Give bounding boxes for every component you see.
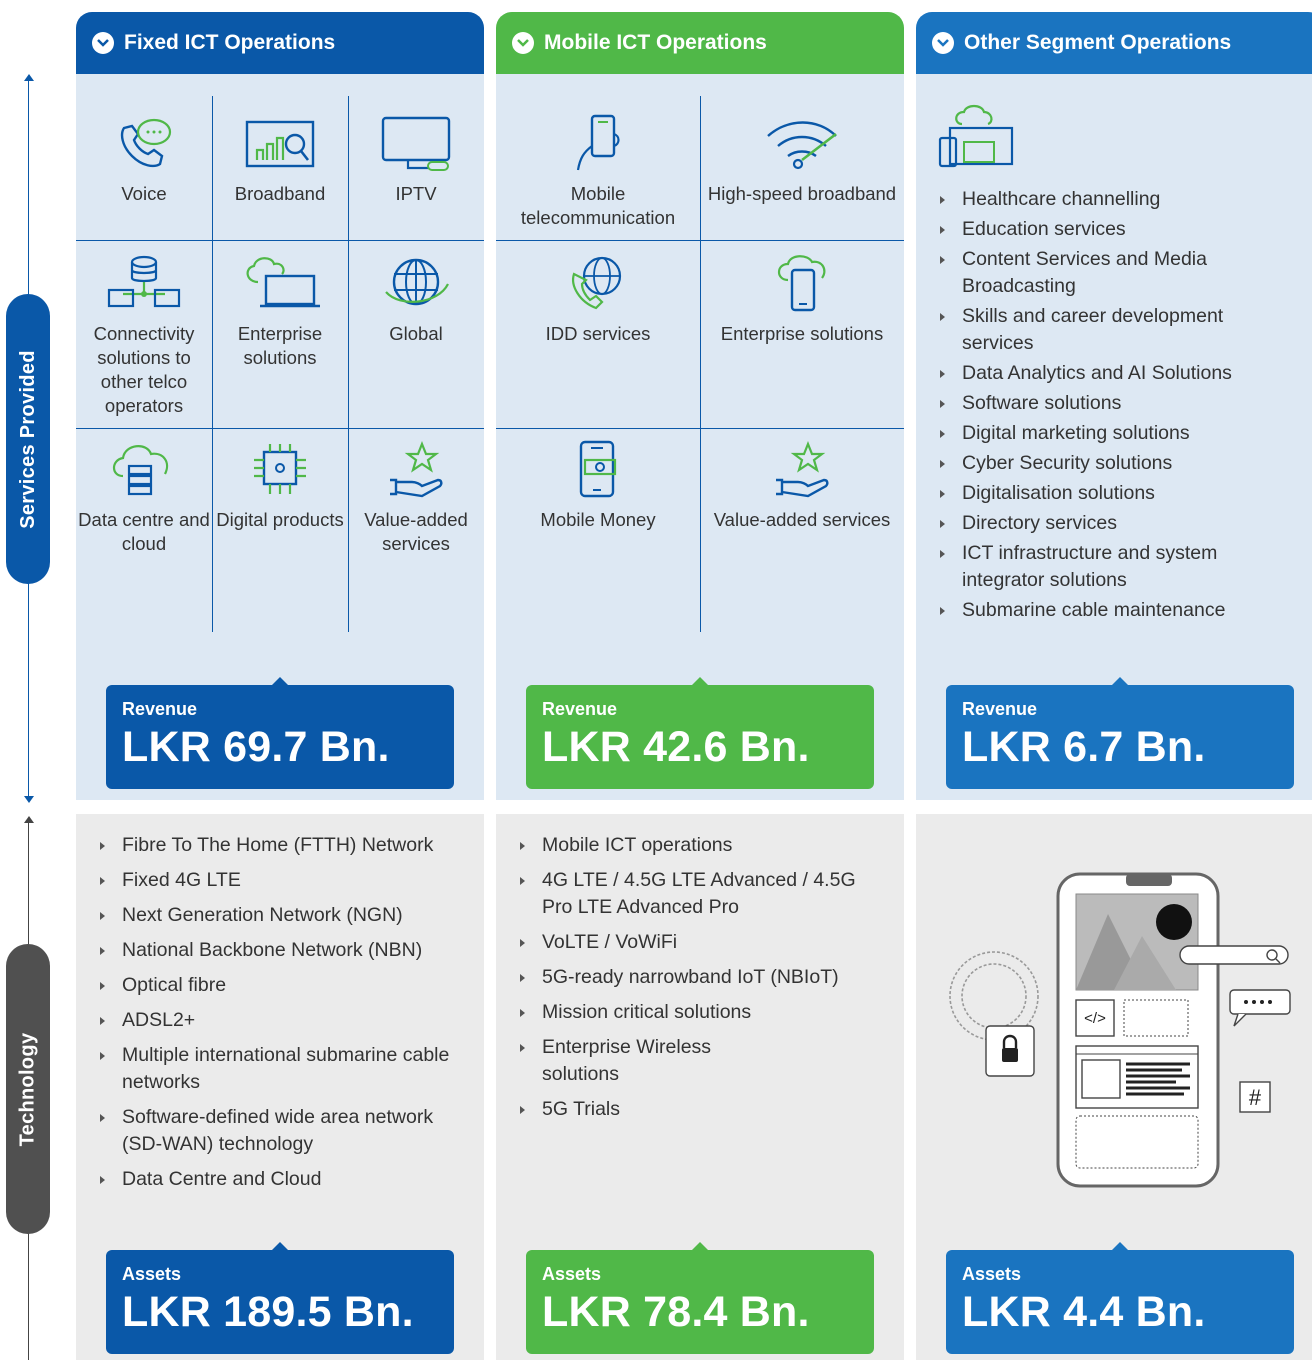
fixed-technology-panel xyxy=(76,814,484,1360)
bullet-icon xyxy=(940,370,945,378)
list-item: 4G LTE / 4.5G LTE Advanced / 4.5G Pro LTE Advanced Pro xyxy=(518,867,868,921)
service-high-speed-broadband xyxy=(700,114,904,206)
cloud-devices-icon xyxy=(938,104,1016,170)
mobile-ict-header xyxy=(496,12,904,74)
mobile-revenue-box xyxy=(526,685,874,789)
bullet-icon xyxy=(520,974,525,982)
bullet-icon xyxy=(940,520,945,528)
revenue-value: LKR 69.7 Bn. xyxy=(122,723,390,771)
bullet-icon xyxy=(100,912,105,920)
other-services-panel xyxy=(916,74,1312,800)
mobile-ict-column xyxy=(496,0,904,1360)
mobile-services-panel xyxy=(496,74,904,800)
service-digital-products xyxy=(212,440,348,532)
service-global xyxy=(348,254,484,346)
service-label: Data centre and cloud xyxy=(78,509,210,554)
phone-money-icon xyxy=(573,440,623,498)
service-label: Digital products xyxy=(216,509,344,530)
callout-notch xyxy=(272,1242,288,1250)
service-label: IDD services xyxy=(545,323,651,344)
assets-label: Assets xyxy=(962,1264,1022,1284)
list-item: Education services xyxy=(938,216,1268,243)
service-label: High-speed broadband xyxy=(707,183,897,204)
list-item: Submarine cable maintenance xyxy=(938,597,1268,624)
bullet-icon xyxy=(100,1017,105,1025)
chevron-down-icon xyxy=(92,32,114,54)
bullet-icon xyxy=(940,460,945,468)
technology-arrow-up xyxy=(24,816,34,823)
service-label: Connectivity solutions to other telco operators xyxy=(93,323,195,416)
service-voice xyxy=(76,114,212,206)
phone-chat-icon xyxy=(114,114,174,172)
assets-label: Assets xyxy=(122,1264,182,1284)
service-label: Value-added services xyxy=(364,509,468,554)
service-data-centre xyxy=(76,440,212,556)
list-item: Mobile ICT operations xyxy=(518,832,868,859)
bullet-icon xyxy=(100,842,105,850)
bullet-icon xyxy=(100,1052,105,1060)
revenue-label: Revenue xyxy=(122,699,198,719)
bullet-icon xyxy=(940,607,945,615)
bullet-icon xyxy=(940,226,945,234)
grid-divider xyxy=(496,240,904,241)
bullet-icon xyxy=(520,939,525,947)
assets-value: LKR 4.4 Bn. xyxy=(962,1288,1206,1336)
grid-divider xyxy=(76,240,484,241)
list-item: Software solutions xyxy=(938,390,1268,417)
globe-icon xyxy=(380,254,452,312)
service-mobile-enterprise xyxy=(700,254,904,346)
cloud-phone-icon xyxy=(772,254,832,312)
service-label: Mobile telecommunication xyxy=(520,183,676,228)
list-item: Optical fibre xyxy=(98,972,478,999)
other-technology-panel xyxy=(916,814,1312,1360)
list-item: Multiple international submarine cable networks xyxy=(98,1042,478,1096)
service-label: Global xyxy=(389,323,443,344)
callout-notch xyxy=(692,1242,708,1250)
chip-icon xyxy=(248,440,312,498)
callout-notch xyxy=(1112,1242,1128,1250)
bullet-icon xyxy=(520,1106,525,1114)
service-label: Enterprise solutions xyxy=(237,323,323,368)
other-segment-column xyxy=(916,0,1312,1360)
list-item: VoLTE / VoWiFi xyxy=(518,929,868,956)
cloud-server-icon xyxy=(109,440,179,498)
callout-notch xyxy=(1112,677,1128,685)
list-item: Enterprise Wireless solutions xyxy=(518,1034,762,1088)
bullet-icon xyxy=(940,313,945,321)
bullet-icon xyxy=(940,490,945,498)
other-segment-header xyxy=(916,12,1312,74)
bullet-icon xyxy=(940,430,945,438)
bullet-icon xyxy=(520,1009,525,1017)
service-value-added xyxy=(348,440,484,556)
services-arrow-down xyxy=(24,796,34,803)
list-item: Healthcare channelling xyxy=(938,186,1268,213)
list-item: Directory services xyxy=(938,510,1268,537)
service-mobile-money xyxy=(496,440,700,532)
fixed-technology-list xyxy=(98,832,478,1193)
fixed-ict-column xyxy=(76,0,484,1360)
hashtag-tag: # xyxy=(1248,1085,1262,1110)
chevron-down-icon xyxy=(512,32,534,54)
grid-divider xyxy=(496,428,904,429)
mobile-technology-panel xyxy=(496,814,904,1360)
bullet-icon xyxy=(520,877,525,885)
fixed-revenue-box xyxy=(106,685,454,789)
list-item: ICT infrastructure and system integrator solutions xyxy=(938,540,1268,594)
revenue-label: Revenue xyxy=(542,699,618,719)
list-item: Digital marketing solutions xyxy=(938,420,1268,447)
service-enterprise xyxy=(212,254,348,370)
fixed-ict-header xyxy=(76,12,484,74)
globe-phone-icon xyxy=(566,254,630,312)
service-label: IPTV xyxy=(395,183,437,204)
mobile-technology-list xyxy=(518,832,868,1123)
list-item: 5G Trials xyxy=(518,1096,868,1123)
bullet-icon xyxy=(100,1176,105,1184)
list-item: Fibre To The Home (FTTH) Network xyxy=(98,832,478,859)
broadband-chart-icon xyxy=(245,114,315,172)
fixed-assets-box xyxy=(106,1250,454,1354)
other-segment-title: Other Segment Operations xyxy=(964,31,1232,54)
bullet-icon xyxy=(940,256,945,264)
assets-value: LKR 78.4 Bn. xyxy=(542,1288,810,1336)
grid-divider xyxy=(76,428,484,429)
service-label: Broadband xyxy=(234,183,326,204)
bullet-icon xyxy=(940,550,945,558)
service-label: Mobile Money xyxy=(540,509,656,530)
list-item: Fixed 4G LTE xyxy=(98,867,478,894)
list-item: Cyber Security solutions xyxy=(938,450,1268,477)
services-provided-label: Services Provided xyxy=(6,294,50,584)
bullet-icon xyxy=(100,877,105,885)
list-item: Software-defined wide area network (SD-WAN) technology xyxy=(98,1104,478,1158)
wifi-speed-icon xyxy=(762,114,842,172)
hand-star-icon xyxy=(770,440,834,498)
list-item: Data Centre and Cloud xyxy=(98,1166,478,1193)
list-item: Data Analytics and AI Solutions xyxy=(938,360,1268,387)
bullet-icon xyxy=(100,947,105,955)
callout-notch xyxy=(272,677,288,685)
bullet-icon xyxy=(940,196,945,204)
list-item: 5G-ready narrowband IoT (NBIoT) xyxy=(518,964,868,991)
fixed-ict-title: Fixed ICT Operations xyxy=(124,31,336,54)
chevron-down-icon xyxy=(932,32,954,54)
list-item: Content Services and Media Broadcasting xyxy=(938,246,1268,300)
revenue-value: LKR 6.7 Bn. xyxy=(962,723,1206,771)
list-item: Skills and career development services xyxy=(938,303,1268,357)
list-item: ADSL2+ xyxy=(98,1007,478,1034)
service-label: Voice xyxy=(121,183,167,204)
smartphone-illustration xyxy=(946,870,1296,1190)
revenue-value: LKR 42.6 Bn. xyxy=(542,723,810,771)
service-mobile-telecom xyxy=(496,114,700,230)
list-item: National Backbone Network (NBN) xyxy=(98,937,478,964)
list-item: Mission critical solutions xyxy=(518,999,868,1026)
code-tag: </> xyxy=(1084,1010,1106,1027)
cloud-laptop-icon xyxy=(238,254,322,312)
bullet-icon xyxy=(100,1114,105,1122)
assets-label: Assets xyxy=(542,1264,602,1284)
services-arrow-up xyxy=(24,74,34,81)
service-broadband xyxy=(212,114,348,206)
list-item: Digitalisation solutions xyxy=(938,480,1268,507)
revenue-label: Revenue xyxy=(962,699,1038,719)
bullet-icon xyxy=(520,1044,525,1052)
hand-star-icon xyxy=(384,440,448,498)
assets-value: LKR 189.5 Bn. xyxy=(122,1288,414,1336)
fixed-services-panel xyxy=(76,74,484,800)
mobile-assets-box xyxy=(526,1250,874,1354)
service-idd xyxy=(496,254,700,346)
network-database-icon xyxy=(107,254,181,312)
technology-label: Technology xyxy=(6,944,50,1234)
service-label: Value-added services xyxy=(713,509,891,530)
list-item: Next Generation Network (NGN) xyxy=(98,902,478,929)
other-services-list xyxy=(938,186,1268,624)
bullet-icon xyxy=(520,842,525,850)
tv-icon xyxy=(380,114,452,172)
service-label: Enterprise solutions xyxy=(720,323,884,344)
other-revenue-box xyxy=(946,685,1294,789)
bullet-icon xyxy=(100,982,105,990)
hand-phone-icon xyxy=(568,114,628,172)
service-mobile-value-added xyxy=(700,440,904,532)
other-assets-box xyxy=(946,1250,1294,1354)
service-connectivity xyxy=(76,254,212,418)
callout-notch xyxy=(692,677,708,685)
service-iptv xyxy=(348,114,484,206)
bullet-icon xyxy=(940,400,945,408)
mobile-ict-title: Mobile ICT Operations xyxy=(544,31,767,54)
